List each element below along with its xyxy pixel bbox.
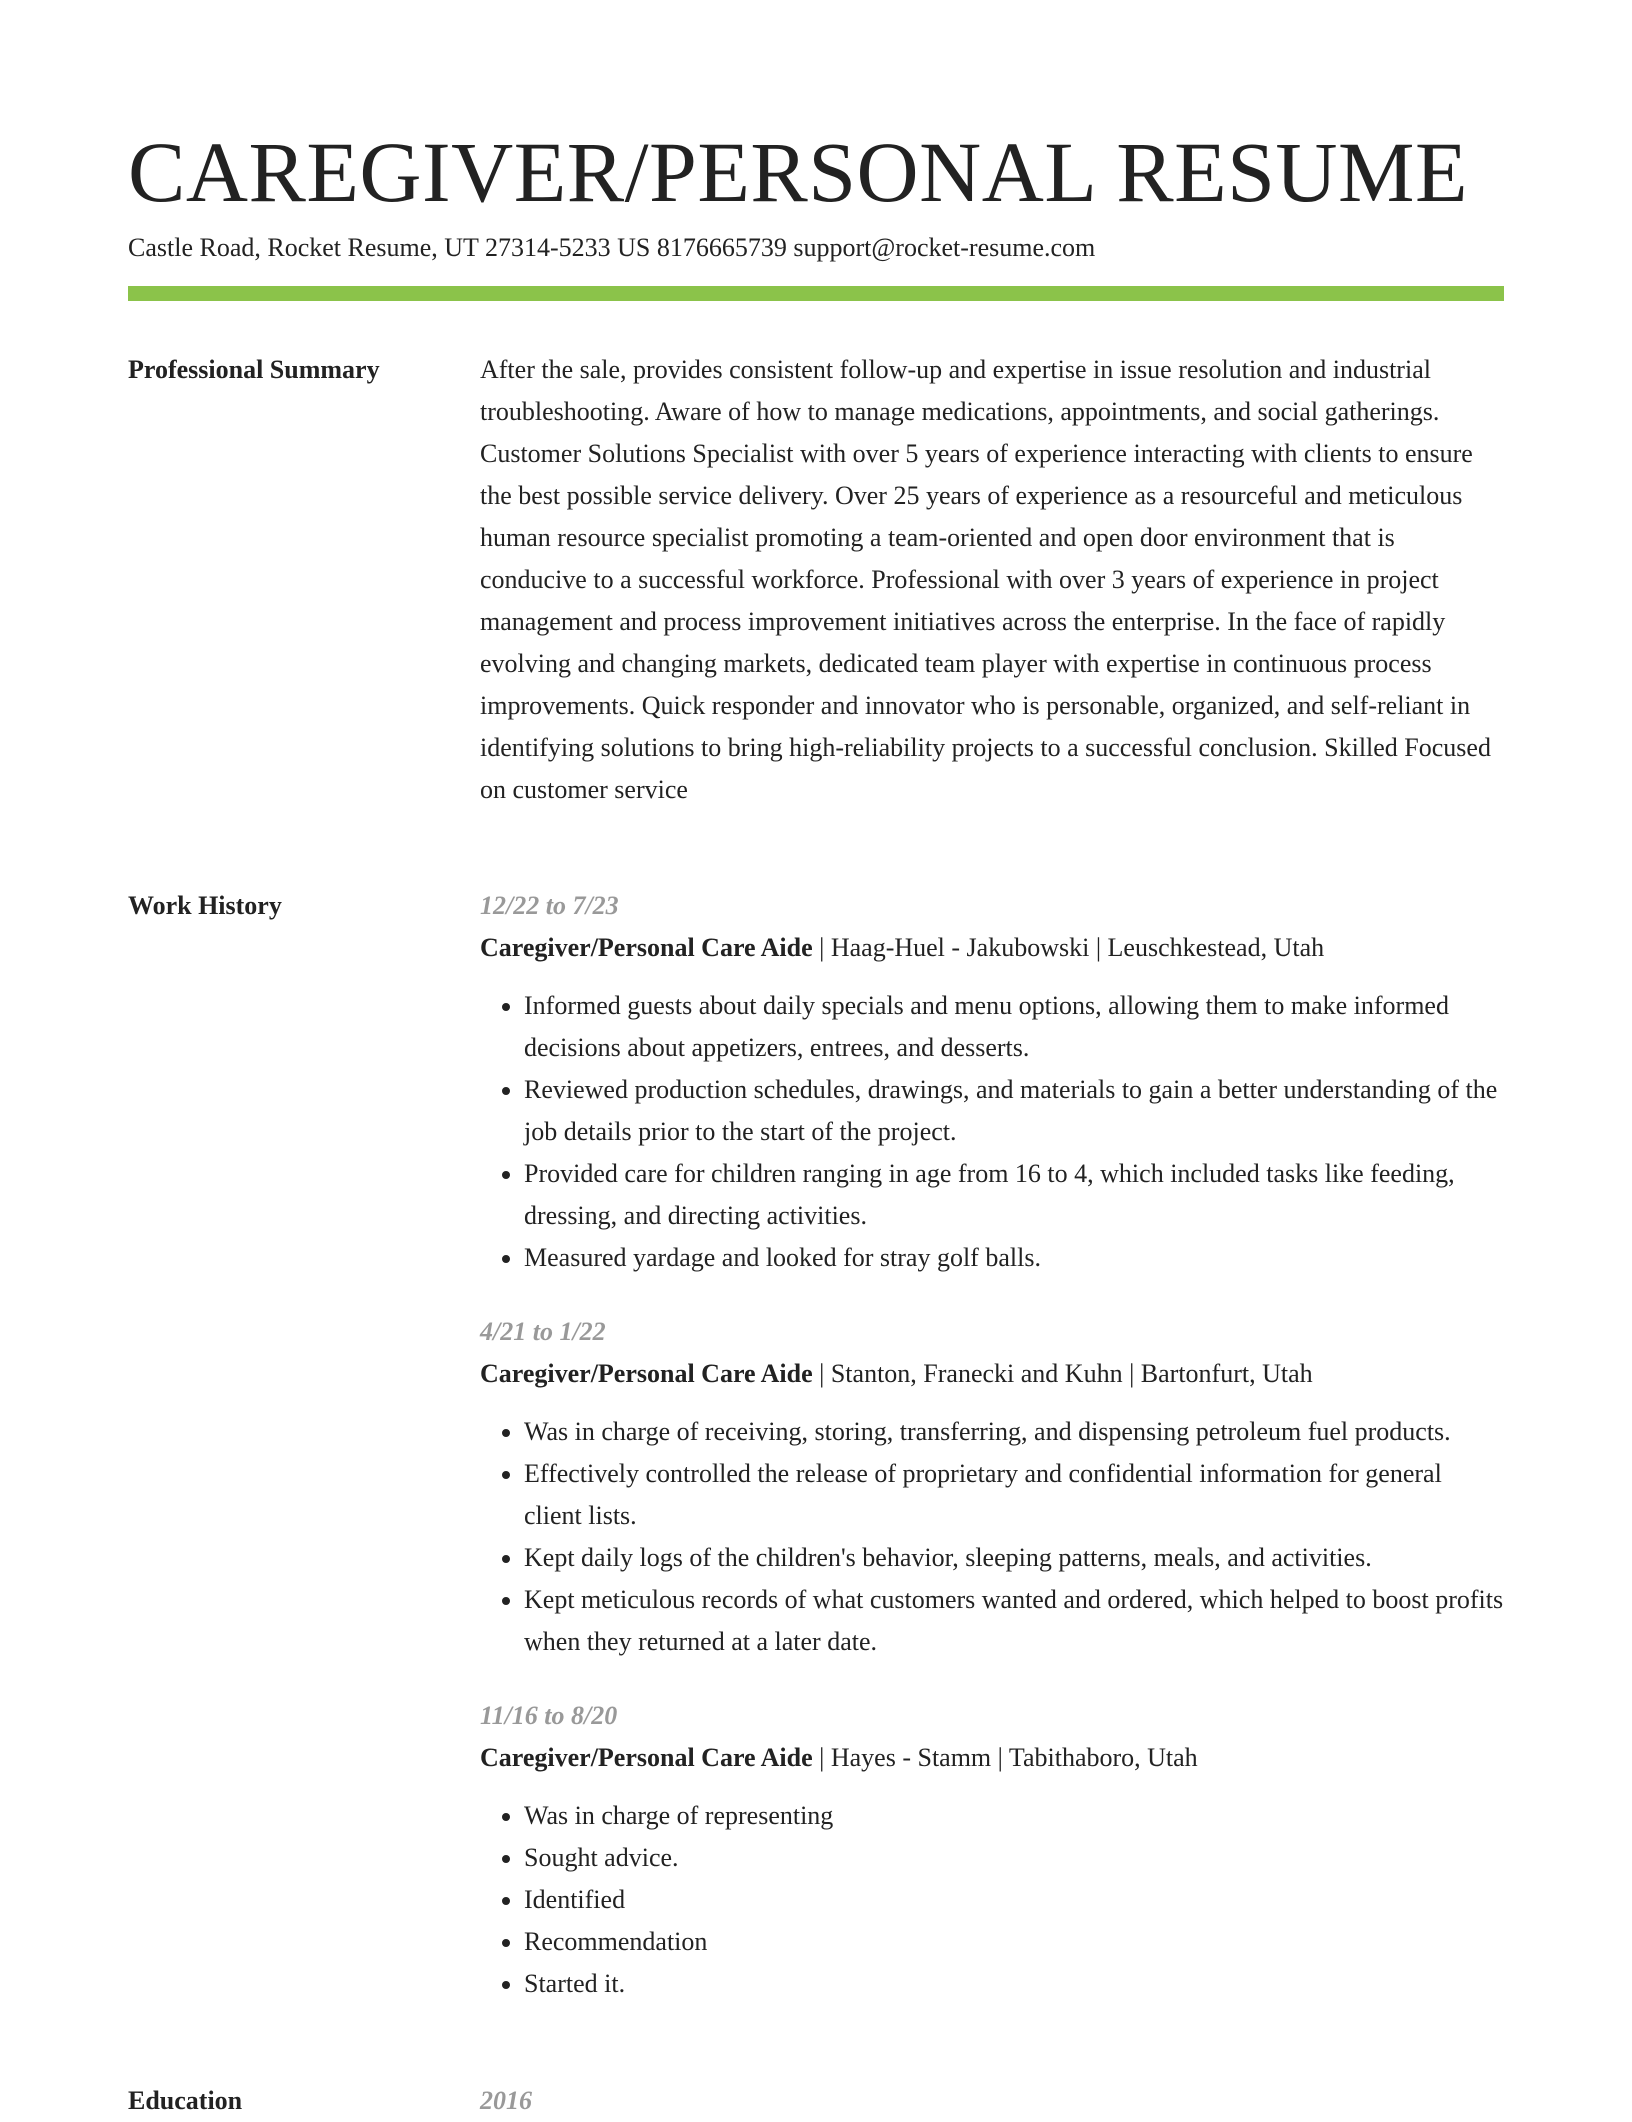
job-duties-list — [480, 1795, 1504, 2005]
job-duty: • Sought advice. — [524, 1837, 1504, 1879]
job-date: 11/16 to 8/20 — [480, 1701, 618, 1730]
job-duty: • Provided care for children ranging in age from 16 to 4, which included tasks like feeding, dressing, and directing activities. — [524, 1153, 1504, 1237]
job-duty: • Identified — [524, 1879, 1504, 1921]
summary-body — [480, 349, 1504, 811]
job-heading — [480, 1353, 1504, 1395]
job-duty: • Started it. — [524, 1963, 1504, 2005]
summary-heading: Professional Summary — [128, 355, 380, 384]
job-title: Caregiver/Personal Care Aide — [480, 1743, 813, 1772]
job-employer-location: | Haag-Huel - Jakubowski | Leuschkestead, Utah — [812, 933, 1325, 962]
job-duty: • Recommendation — [524, 1921, 1504, 1963]
job-duty: • Effectively controlled the release of proprietary and confidential information for general client lists. — [524, 1453, 1504, 1537]
job-duty: • Measured yardage and looked for stray golf balls. — [524, 1237, 1504, 1279]
job-date: 4/21 to 1/22 — [480, 1317, 606, 1346]
education-date: 2016 — [480, 2086, 532, 2115]
job-duties-list — [480, 1411, 1504, 1663]
job-duty: • Was in charge of representing — [524, 1795, 1504, 1837]
job-duties-list — [480, 985, 1504, 1279]
job-date: 12/22 to 7/23 — [480, 891, 619, 920]
accent-divider — [128, 286, 1504, 301]
job-duty: • Informed guests about daily specials and menu options, allowing them to make informed decisions about appetizers, entrees, and desserts. — [524, 985, 1504, 1069]
job-title: Caregiver/Personal Care Aide — [480, 1359, 813, 1388]
education-body — [480, 2080, 1504, 2122]
job-entry — [480, 1311, 1504, 1663]
job-entry — [480, 885, 1504, 1279]
education-heading: Education — [128, 2086, 243, 2115]
job-employer-location: | Stanton, Franecki and Kuhn | Bartonfurt, Utah — [812, 1359, 1313, 1388]
contact-line: Castle Road, Rocket Resume, UT 27314-5233 US 8176665739 support@rocket-resume.com — [128, 233, 1096, 262]
job-employer-location: | Hayes - Stamm | Tabithaboro, Utah — [812, 1743, 1198, 1772]
summary-text: After the sale, provides consistent follow-up and expertise in issue resolution and industrial troubleshooting. Aware of how to manage medications, appointments, and social gatherings. Customer Solutions Specialist with over 5 years of experience interacting with clients to ensure the best possible service delivery. Over 25 years of experience as a resourceful and meticulous human resource specialist promoting a team-oriented and open door environment that is conducive to a successful workforce. Professional with over 3 years of experience in project management and process improvement initiatives across the enterprise. In the face of rapidly evolving and changing markets, dedicated team player with expertise in continuous process improvements. Quick responder and innovator who is personable, organized, and self-reliant in identifying solutions to bring high-reliability projects to a successful conclusion. Skilled Focused on customer service — [480, 355, 1491, 804]
resume-title: CAREGIVER/PERSONAL RESUME — [128, 124, 1469, 220]
job-duty: • Kept meticulous records of what customers wanted and ordered, which helped to boost profits when they returned at a later date. — [524, 1579, 1504, 1663]
job-heading — [480, 1737, 1504, 1779]
work-history-heading: Work History — [128, 891, 282, 920]
job-duty: • Kept daily logs of the children's behavior, sleeping patterns, meals, and activities. — [524, 1537, 1504, 1579]
job-entry — [480, 1695, 1504, 2005]
work-history-body — [480, 885, 1504, 2037]
job-heading — [480, 927, 1504, 969]
job-duty: • Was in charge of receiving, storing, transferring, and dispensing petroleum fuel products. — [524, 1411, 1504, 1453]
job-duty: • Reviewed production schedules, drawings, and materials to gain a better understanding of the job details prior to the start of the project. — [524, 1069, 1504, 1153]
job-title: Caregiver/Personal Care Aide — [480, 933, 813, 962]
